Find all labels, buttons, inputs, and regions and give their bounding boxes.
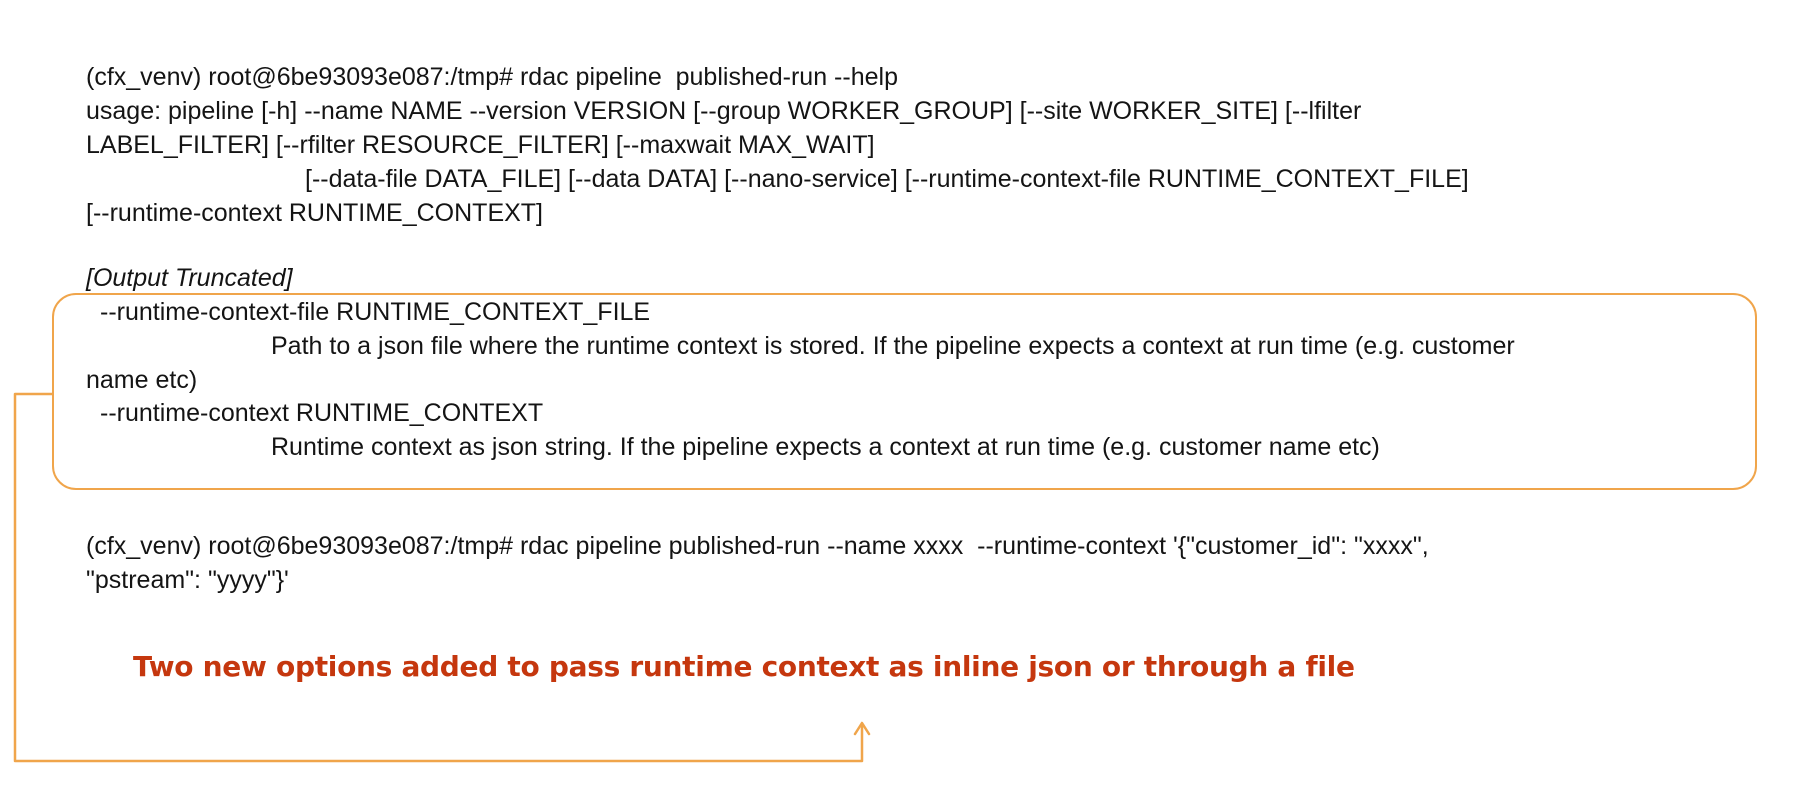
usage-line-2: LABEL_FILTER] [--rfilter RESOURCE_FILTER] [--maxwait MAX_WAIT] — [86, 131, 875, 159]
output-truncated-label: [Output Truncated] — [86, 264, 293, 292]
option-runtime-context-file-desc-2: name etc) — [86, 366, 198, 394]
option-runtime-context-flag: --runtime-context RUNTIME_CONTEXT — [100, 399, 544, 427]
usage-line-1: usage: pipeline [-h] --name NAME --version VERSION [--group WORKER_GROUP] [--site WORKER_SITE] [--lfilter — [86, 97, 1362, 125]
prompt-command-line: (cfx_venv) root@6be93093e087:/tmp# rdac pipeline published-run --help — [86, 63, 898, 91]
usage-line-3: [--data-file DATA_FILE] [--data DATA] [--nano-service] [--runtime-context-file RUNTIME_CONTEXT_FILE] — [305, 165, 1469, 193]
arrowhead-up-icon — [855, 723, 869, 734]
annotation-text: Two new options added to pass runtime context as inline json or through a file — [133, 650, 1355, 683]
option-runtime-context-desc: Runtime context as json string. If the pipeline expects a context at run time (e.g. customer name etc) — [271, 433, 1380, 461]
run-command-line-2: "pstream": "yyyy"}' — [86, 566, 289, 594]
option-runtime-context-file-flag: --runtime-context-file RUNTIME_CONTEXT_FILE — [100, 298, 651, 326]
option-runtime-context-file-desc-1: Path to a json file where the runtime context is stored. If the pipeline expects a context at run time (e.g. customer — [271, 332, 1515, 360]
run-command-line-1: (cfx_venv) root@6be93093e087:/tmp# rdac pipeline published-run --name xxxx --runtime-context '{"customer_id": "xxxx", — [86, 532, 1429, 560]
usage-line-4: [--runtime-context RUNTIME_CONTEXT] — [86, 199, 544, 227]
